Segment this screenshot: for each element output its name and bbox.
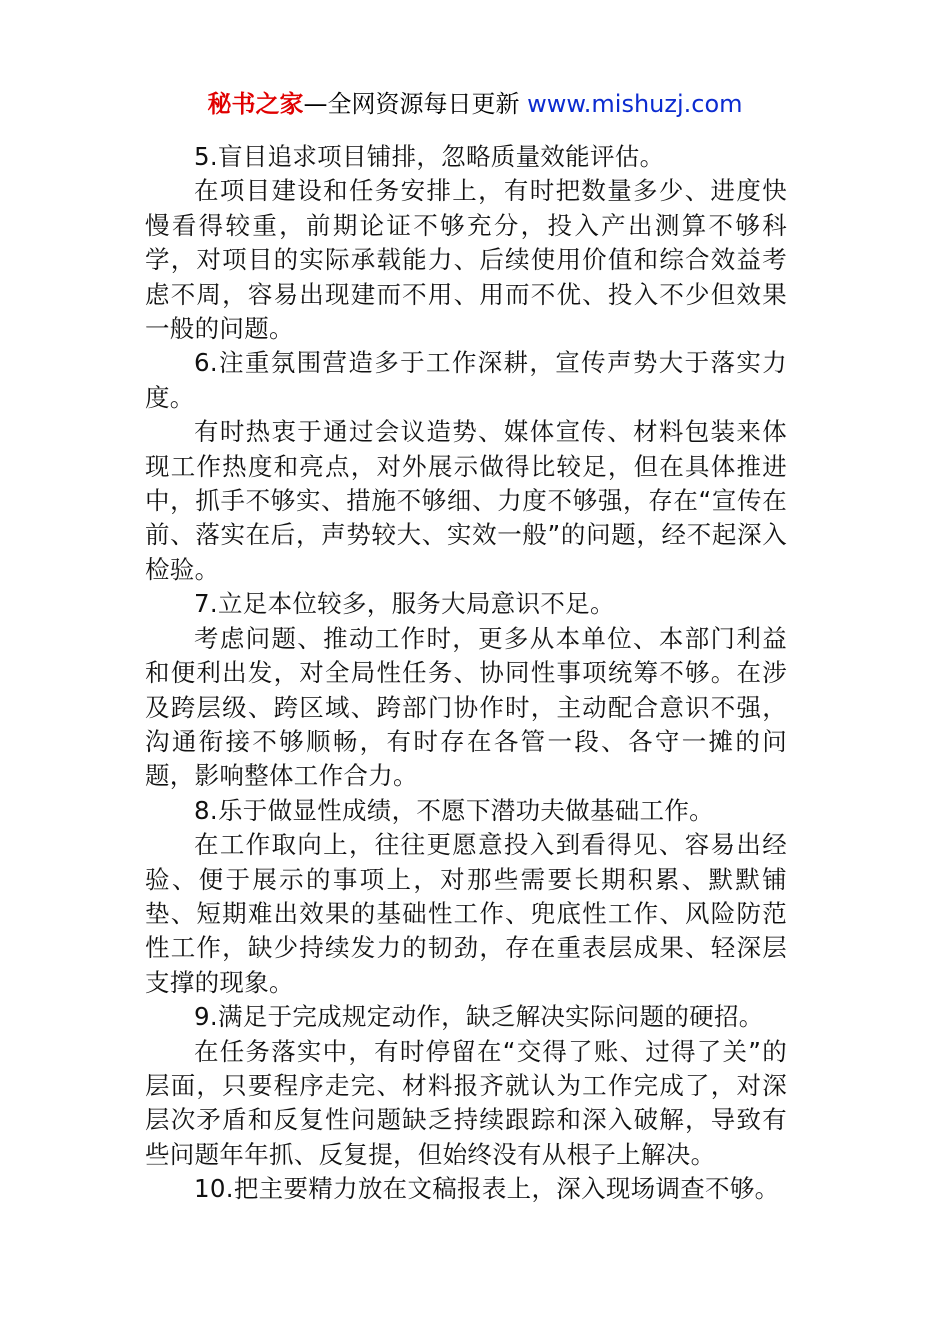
heading-item-8: 8.乐于做显性成绩，不愿下潜功夫做基础工作。 (194, 795, 714, 825)
header-slogan: —全网资源每日更新 (303, 90, 520, 118)
body-paragraph-6: 有时热衷于通过会议造势、媒体宣传、材料包装来体现工作热度和亮点，对外展示做得比较足，但在具体推进中，抓手不够实、措施不够细、力度不够强，存在“宣传在前、落实在后，声势较大、实效一般”的问题，经不起深入检验。 (145, 417, 787, 584)
brand-name: 秘书之家 (207, 90, 304, 118)
heading-item-5: 5.盲目追求项目铺排，忽略质量效能评估。 (194, 142, 665, 171)
body-paragraph-7: 考虑问题、推动工作时，更多从本单位、本部门利益和便利出发，对全局性任务、协同性事项统筹不够。在涉及跨层级、跨区域、跨部门协作时，主动配合意识不强，沟通衔接不够顺畅，有时存在各管一段、各守一摊的问题，影响整体工作合力。 (145, 623, 787, 791)
body-paragraph-5: 在项目建设和任务安排上，有时把数量多少、进度快慢看得较重，前期论证不够充分，投入产出测算不够科学，对项目的实际承载能力、后续使用价值和综合效益考虑不周，容易出现建而不用、用而不优、投入不少但效果一般的问题。 (145, 176, 787, 344)
heading-item-10: 10.把主要精力放在文稿报表上，深入现场调查不够。 (194, 1174, 780, 1204)
document-body (145, 140, 787, 1207)
site-header (0, 86, 950, 122)
heading-item-6: 6.注重氛围营造多于工作深耕，宣传声势大于落实力度。 (145, 348, 787, 412)
site-url-link[interactable]: www.mishuzj.com (527, 90, 743, 118)
heading-item-9: 9.满足于完成规定动作，缺乏解决实际问题的硬招。 (194, 1002, 764, 1032)
heading-item-7: 7.立足本位较多，服务大局意识不足。 (194, 589, 615, 619)
body-paragraph-8: 在工作取向上，往往更愿意投入到看得见、容易出经验、便于展示的事项上，对那些需要长期积累、默默铺垫、短期难出效果的基础性工作、兜底性工作、风险防范性工作，缺少持续发力的韧劲，存在重表层成果、轻深层支撑的现象。 (145, 830, 787, 997)
body-paragraph-9: 在任务落实中，有时停留在“交得了账、过得了关”的层面，只要程序走完、材料报齐就认为工作完成了，对深层次矛盾和反复性问题缺乏持续跟踪和深入破解，导致有些问题年年抓、反复提，但始终没有从根子上解决。 (145, 1036, 787, 1169)
